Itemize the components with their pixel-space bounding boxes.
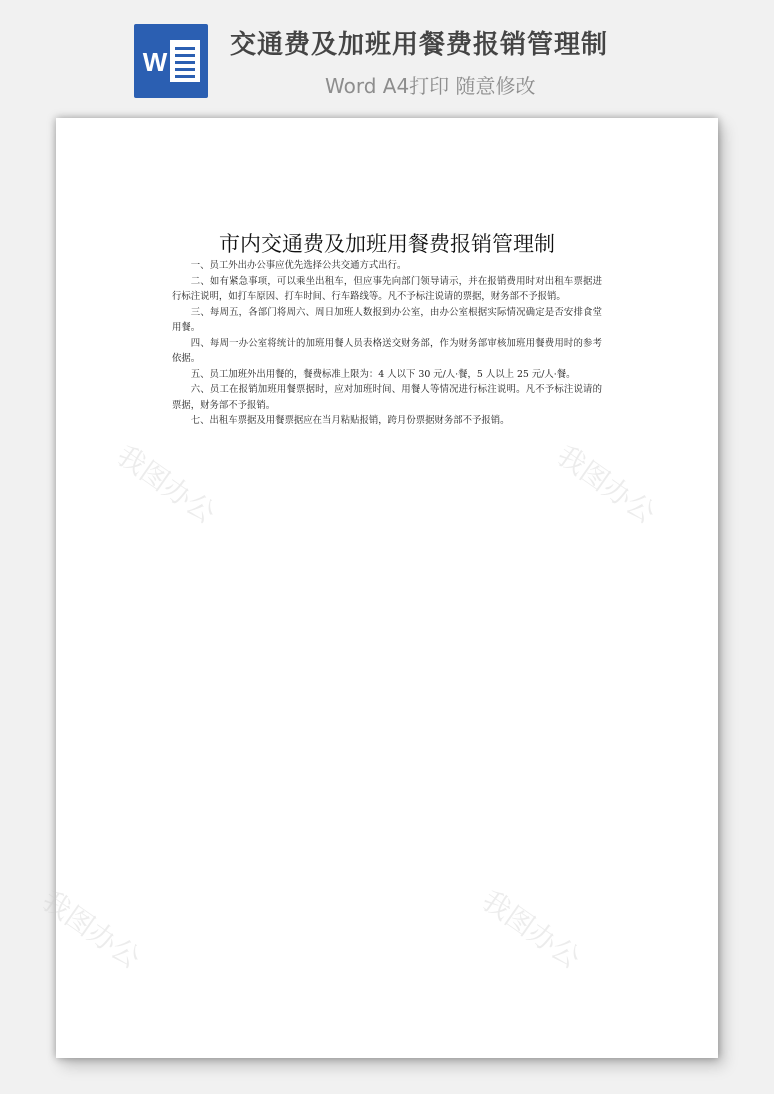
watermark: 我图办公 [475,883,587,975]
word-icon [134,24,208,98]
banner-header [0,0,774,118]
banner-subtitle: Word A4打印 随意修改 [325,74,536,98]
watermark: 我图办公 [110,438,222,530]
word-icon-letter: W [142,47,168,77]
watermark: 我图办公 [35,883,147,975]
paragraph: 四、每周一办公室将统计的加班用餐人员表格送交财务部，作为财务部审核加班用餐费用时的参考依据。 [172,337,602,364]
paragraph: 三、每周五，各部门将周六、周日加班人数报到办公室，由办公室根据实际情况确定是否安排食堂用餐。 [172,306,602,333]
paragraph: 七、出租车票据及用餐票据应在当月粘贴报销，跨月份票据财务部不予报销。 [190,415,510,426]
document-body [172,258,602,429]
paragraph: 二、如有紧急事项，可以乘坐出租车，但应事先向部门领导请示，并在报销费用时对出租车票据进行标注说明，如打车原因、打车时间、行车路线等。凡不予标注说请的票据，财务部不予报销。 [172,275,602,302]
document-title: 市内交通费及加班用餐费报销管理制 [219,232,555,256]
paragraph: 五、员工加班外出用餐的，餐费标准上限为：4 人以下 30 元/人·餐，5 人以上 25 元/人·餐。 [190,368,576,380]
banner-title: 交通费及加班用餐费报销管理制 [230,30,609,60]
document-page [35,118,718,1058]
watermark: 我图办公 [550,438,662,530]
paragraph: 六、员工在报销加班用餐票据时，应对加班时间、用餐人等情况进行标注说明。凡不予标注说请的票据，财务部不予报销。 [172,384,602,411]
paragraph: 一、员工外出办公事应优先选择公共交通方式出行。 [190,260,407,271]
